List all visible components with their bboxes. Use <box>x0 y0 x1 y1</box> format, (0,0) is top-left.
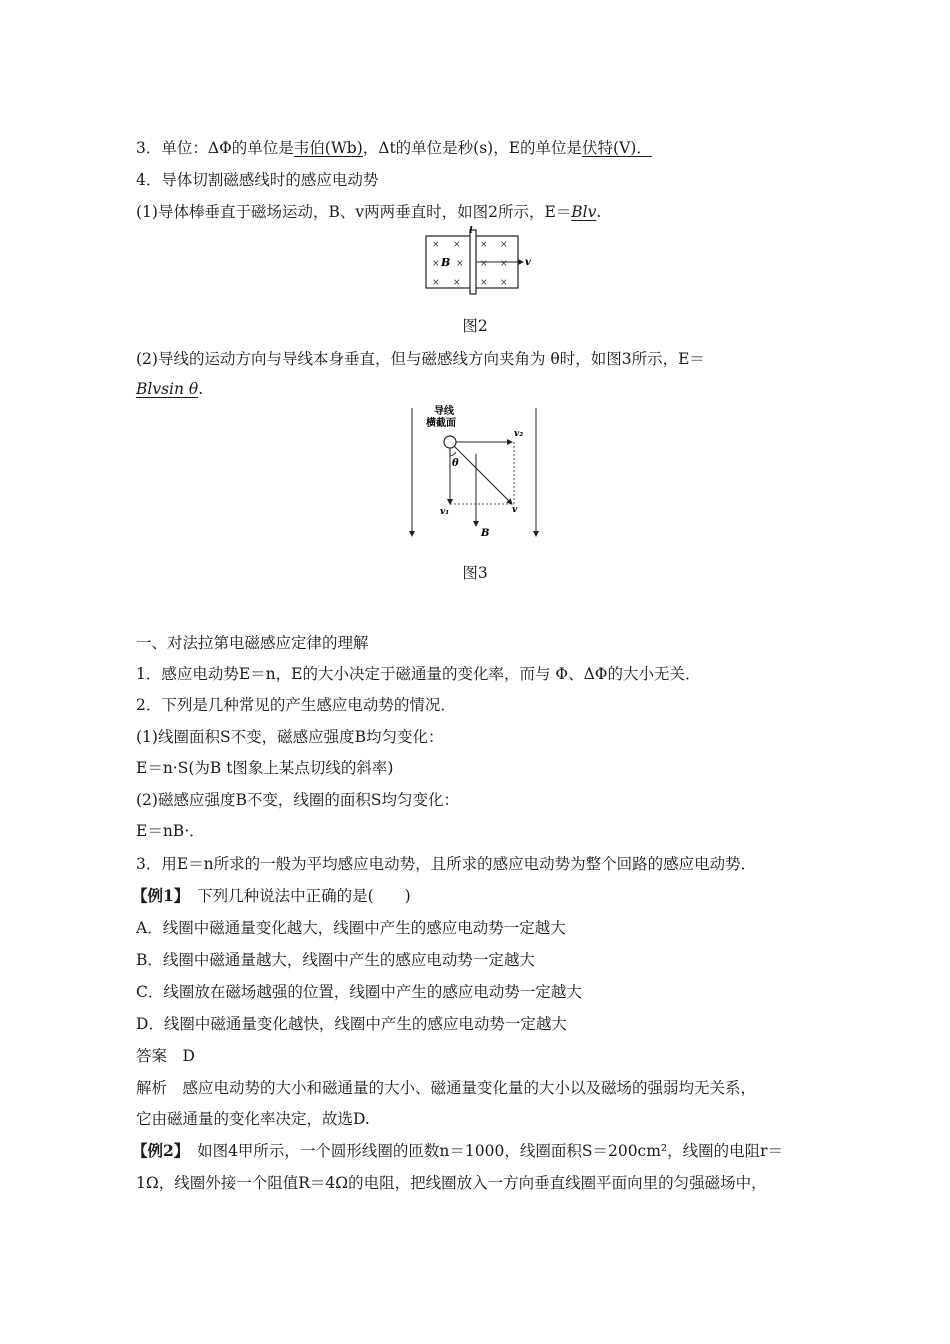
cross: × <box>480 259 488 269</box>
cross: × <box>480 240 488 250</box>
units-text-2: ，Δt的单位是秒(s)，E的单位是 <box>362 139 583 157</box>
item2-end: . <box>198 380 204 398</box>
units-number: 3． <box>136 139 162 157</box>
part-one-line-1: 1．感应电动势E＝n，E的大小决定于磁通量的变化率，而与 Φ、ΔΦ的大小无关． <box>136 665 701 683</box>
example-2-line-2: 1Ω，线圈外接一个阻值R＝4Ω的电阻，把线圈放入一方向垂直线圈平面向里的匀强磁场中， <box>136 1174 767 1192</box>
figure-2 <box>420 226 535 302</box>
example-1-option-c: C．线圈放在磁场越强的位置，线圈中产生的感应电动势一定越大 <box>136 983 582 1001</box>
label-cross-section: 横截面 <box>426 418 456 429</box>
cross: × <box>432 240 440 250</box>
example-2-tag: 【例2】 <box>132 1141 182 1160</box>
part-one-line-3: (1)线圈面积S不变，磁感应强度B均匀变化： <box>136 728 444 746</box>
figure-3-caption: 图3 <box>462 564 488 582</box>
cross: × <box>500 278 508 288</box>
label-theta: θ <box>452 458 459 469</box>
cross: × <box>480 278 488 288</box>
item2-line-2 <box>136 378 203 400</box>
part-one-line-2: 2．下列是几种常见的产生感应电动势的情况． <box>136 696 456 714</box>
example-1-analysis-1: 解析 感应电动势的大小和磁通量的大小、磁通量变化量的大小以及磁场的强弱均无关系， <box>136 1079 757 1097</box>
cross: × <box>453 278 461 288</box>
example-1-question-text: 下列几种说法中正确的是( ) <box>197 887 411 905</box>
part-one-line-6: E＝nB·． <box>136 822 205 840</box>
label-v: v <box>525 257 531 268</box>
velocity-arrowhead <box>518 259 524 265</box>
example-1-analysis-2: 它由磁通量的变化率决定，故选D. <box>136 1110 370 1128</box>
example-1-question <box>132 885 411 907</box>
units-label: 单位： <box>161 139 208 157</box>
cross: × <box>453 240 461 250</box>
conductor-rod <box>470 230 476 294</box>
figure-3 <box>404 404 549 544</box>
units-text-1: ΔΦ的单位是 <box>207 139 294 157</box>
cross: × <box>456 259 464 269</box>
item2-formula: Blvsin θ <box>136 380 199 398</box>
cross: × <box>432 278 440 288</box>
example-1-option-a: A．线圈中磁通量变化越大，线圈中产生的感应电动势一定越大 <box>136 919 566 937</box>
label-v1: v₁ <box>440 507 450 517</box>
item1-formula: Blv <box>571 203 597 221</box>
item1-text: (1)导体棒垂直于磁场运动，B、v两两垂直时，如图2所示，E＝ <box>136 203 572 221</box>
cross: × <box>500 259 508 269</box>
weber-unit: 韦伯(Wb) <box>293 139 363 157</box>
item1-end: . <box>596 203 602 221</box>
cross: × <box>432 259 440 269</box>
angle-arc <box>450 452 456 456</box>
label-b: B <box>481 528 490 539</box>
label-v: v <box>512 505 518 515</box>
example-1-option-b: B．线圈中磁通量越大，线圈中产生的感应电动势一定越大 <box>136 951 535 969</box>
item2-line-1: (2)导线的运动方向与导线本身垂直，但与磁感线方向夹角为 θ时，如图3所示，E＝ <box>136 350 705 368</box>
label-v2: v₂ <box>514 429 524 439</box>
figure-2-caption: 图2 <box>462 317 488 335</box>
v-arrow <box>454 446 512 504</box>
cross: × <box>500 240 508 250</box>
example-2-line-1 <box>132 1140 783 1162</box>
volt-unit: 伏特(V)． <box>582 139 652 157</box>
label-b: B <box>441 256 451 269</box>
example-1-tag: 【例1】 <box>132 886 182 905</box>
example-2-text-1: 如图4甲所示，一个圆形线圈的匝数n＝1000，线圈面积S＝200cm²，线圈的电阻r＝ <box>197 1142 784 1160</box>
item1-line <box>136 201 601 223</box>
part-one-line-7: 3．用E＝n所求的一般为平均感应电动势，且所求的感应电动势为整个回路的感应电动势． <box>136 855 757 873</box>
example-1-option-d: D．线圈中磁通量变化越快，线圈中产生的感应电动势一定越大 <box>136 1015 567 1033</box>
units-line <box>136 137 652 159</box>
example-1-answer: 答案 D <box>136 1047 195 1065</box>
part-one-line-4: E＝n·S(为B t图象上某点切线的斜率) <box>136 759 394 777</box>
label-l: l <box>469 226 473 236</box>
part-one-heading: 一、对法拉第电磁感应定律的理解 <box>136 634 369 652</box>
part-one-line-5: (2)磁感应强度B不变，线圈的面积S均匀变化： <box>136 791 459 809</box>
label-wire: 导线 <box>434 406 454 417</box>
section4-title: 4．导体切割磁感线时的感应电动势 <box>136 171 379 189</box>
